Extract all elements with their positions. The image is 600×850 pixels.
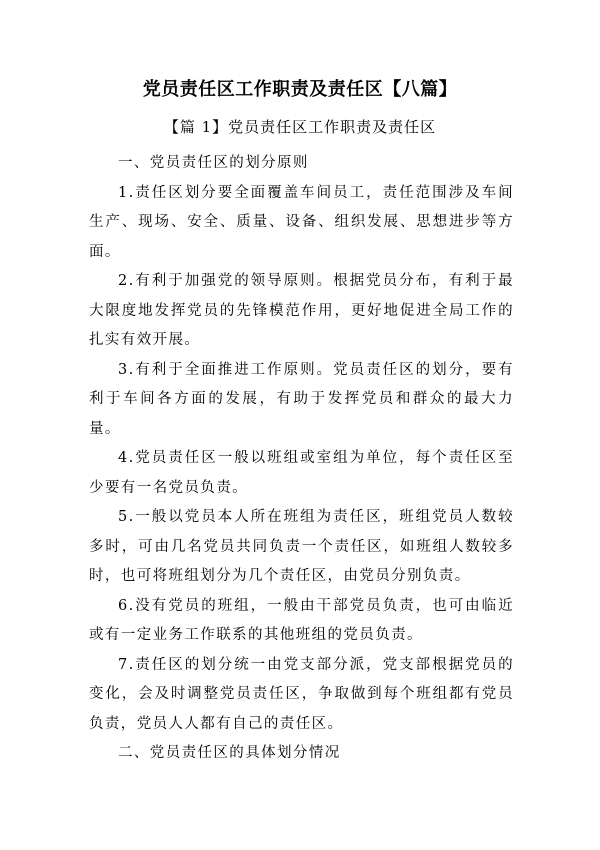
paragraph: 1.责任区划分要全面覆盖车间员工，责任范围涉及车间生产、现场、安全、质量、设备、组织发展、思想进步等方面。 [89,184,514,260]
paragraph: 7.责任区的划分统一由党支部分派，党支部根据党员的变化，会及时调整党员责任区，争取做到每个班组都有党员负责，党员人人都有自己的责任区。 [89,656,514,732]
paragraph: 4.党员责任区一般以班组或室组为单位，每个责任区至少要有一名党员负责。 [89,450,514,496]
section-subtitle: 【篇 1】党员责任区工作职责及责任区 [163,118,437,136]
paragraph: 6.没有党员的班组，一般由干部党员负责，也可由临近或有一定业务工作联系的其他班组的党员负责。 [89,597,514,643]
section-heading-principles: 一、党员责任区的划分原则 [118,155,309,171]
paragraph: 2.有利于加强党的领导原则。根据党员分布，有利于最大限度地发挥党员的先锋模范作用，更好地促进全局工作的扎实有效开展。 [89,273,514,348]
paragraph: 5.一般以党员本人所在班组为责任区，班组党员人数较多时，可由几名党员共同负责一个责任区，如班组人数较多时，也可将班组划分为几个责任区，由党员分别负责。 [89,509,514,584]
section-heading-division: 二、党员责任区的具体划分情况 [118,745,341,761]
document-body [89,149,514,769]
paragraph: 3.有利于全面推进工作原则。党员责任区的划分，要有利于车间各方面的发展，有助于发挥党员和群众的最大力量。 [89,361,514,437]
document-title: 党员责任区工作职责及责任区【八篇】 [142,79,458,100]
